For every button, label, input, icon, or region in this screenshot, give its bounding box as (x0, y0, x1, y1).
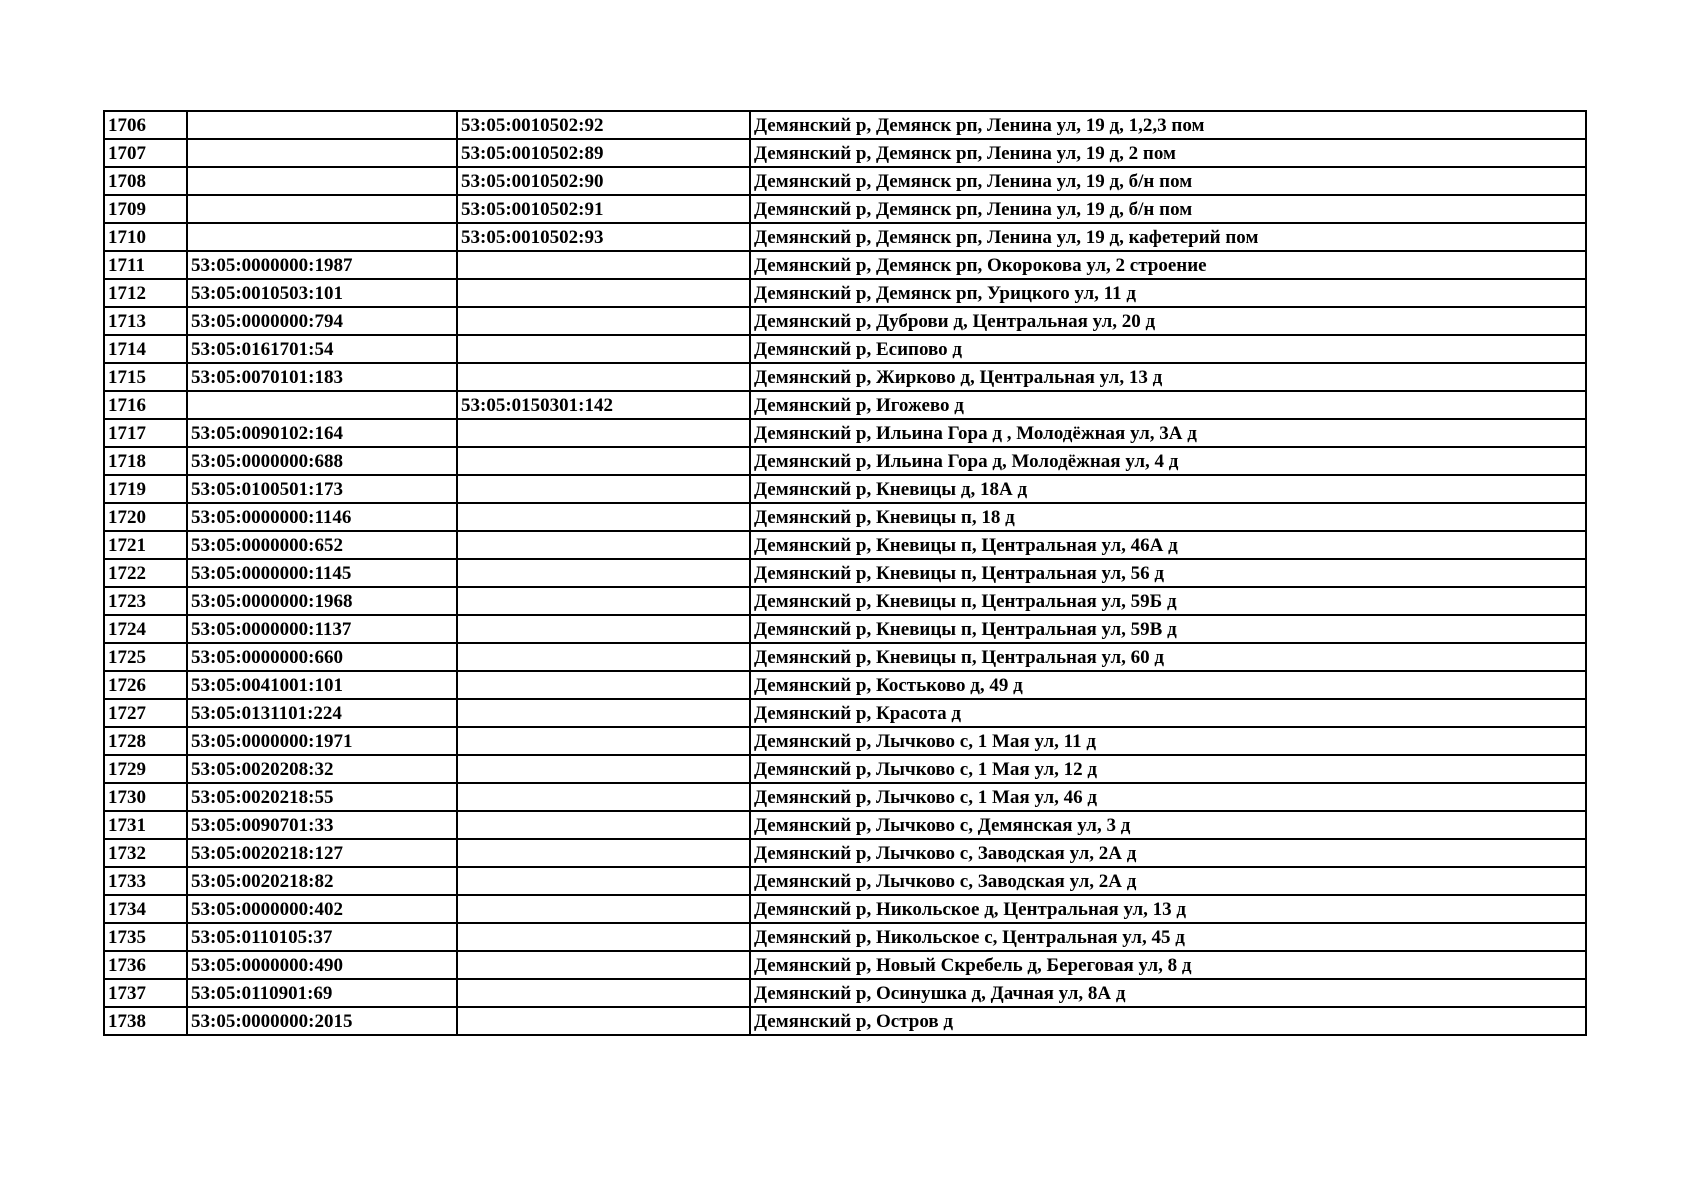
object-cadastral-number-cell (457, 1007, 750, 1035)
table-row (104, 615, 1586, 643)
table-row (104, 223, 1586, 251)
object-cadastral-number-cell (457, 615, 750, 643)
table-row (104, 419, 1586, 447)
land-cadastral-number-cell: 53:05:0000000:1987 (187, 251, 457, 279)
address-cell: Демянский р, Лычково с, 1 Мая ул, 11 д (750, 727, 1586, 755)
object-cadastral-number-cell (457, 363, 750, 391)
row-number-cell: 1730 (104, 783, 187, 811)
object-cadastral-number-cell (457, 503, 750, 531)
address-cell: Демянский р, Новый Скребель д, Береговая ул, 8 д (750, 951, 1586, 979)
land-cadastral-number-cell: 53:05:0000000:1971 (187, 727, 457, 755)
land-cadastral-number-cell: 53:05:0020218:127 (187, 839, 457, 867)
row-number-cell: 1706 (104, 111, 187, 139)
table-row (104, 391, 1586, 419)
row-number-cell: 1726 (104, 671, 187, 699)
land-cadastral-number-cell: 53:05:0041001:101 (187, 671, 457, 699)
object-cadastral-number-cell (457, 251, 750, 279)
row-number-cell: 1734 (104, 895, 187, 923)
land-cadastral-number-cell: 53:05:0090701:33 (187, 811, 457, 839)
land-cadastral-number-cell (187, 167, 457, 195)
object-cadastral-number-cell (457, 867, 750, 895)
address-cell: Демянский р, Демянск рп, Ленина ул, 19 д, б/н пом (750, 167, 1586, 195)
object-cadastral-number-cell (457, 447, 750, 475)
address-cell: Демянский р, Никольское д, Центральная ул, 13 д (750, 895, 1586, 923)
row-number-cell: 1707 (104, 139, 187, 167)
table-row (104, 503, 1586, 531)
land-cadastral-number-cell (187, 195, 457, 223)
land-cadastral-number-cell: 53:05:0090102:164 (187, 419, 457, 447)
address-cell: Демянский р, Лычково с, Заводская ул, 2А д (750, 867, 1586, 895)
object-cadastral-number-cell: 53:05:0010502:92 (457, 111, 750, 139)
land-cadastral-number-cell: 53:05:0000000:1146 (187, 503, 457, 531)
table-row (104, 307, 1586, 335)
table-row (104, 671, 1586, 699)
object-cadastral-number-cell (457, 643, 750, 671)
row-number-cell: 1714 (104, 335, 187, 363)
row-number-cell: 1715 (104, 363, 187, 391)
row-number-cell: 1713 (104, 307, 187, 335)
object-cadastral-number-cell (457, 811, 750, 839)
row-number-cell: 1723 (104, 587, 187, 615)
land-cadastral-number-cell (187, 223, 457, 251)
table-row (104, 811, 1586, 839)
table-row (104, 951, 1586, 979)
address-cell: Демянский р, Кневицы п, Центральная ул, 59Б д (750, 587, 1586, 615)
object-cadastral-number-cell (457, 895, 750, 923)
row-number-cell: 1717 (104, 419, 187, 447)
address-cell: Демянский р, Лычково с, Заводская ул, 2А д (750, 839, 1586, 867)
table-row (104, 979, 1586, 1007)
object-cadastral-number-cell (457, 559, 750, 587)
land-cadastral-number-cell: 53:05:0000000:688 (187, 447, 457, 475)
object-cadastral-number-cell: 53:05:0150301:142 (457, 391, 750, 419)
row-number-cell: 1722 (104, 559, 187, 587)
land-cadastral-number-cell: 53:05:0131101:224 (187, 699, 457, 727)
table-row (104, 727, 1586, 755)
land-cadastral-number-cell: 53:05:0000000:1968 (187, 587, 457, 615)
land-cadastral-number-cell (187, 391, 457, 419)
table-row (104, 783, 1586, 811)
land-cadastral-number-cell: 53:05:0010503:101 (187, 279, 457, 307)
land-cadastral-number-cell: 53:05:0000000:652 (187, 531, 457, 559)
table-row (104, 531, 1586, 559)
object-cadastral-number-cell (457, 923, 750, 951)
row-number-cell: 1736 (104, 951, 187, 979)
object-cadastral-number-cell (457, 783, 750, 811)
row-number-cell: 1727 (104, 699, 187, 727)
address-cell: Демянский р, Костьково д, 49 д (750, 671, 1586, 699)
row-number-cell: 1729 (104, 755, 187, 783)
object-cadastral-number-cell: 53:05:0010502:89 (457, 139, 750, 167)
address-cell: Демянский р, Демянск рп, Ленина ул, 19 д, 2 пом (750, 139, 1586, 167)
address-cell: Демянский р, Осинушка д, Дачная ул, 8А д (750, 979, 1586, 1007)
address-cell: Демянский р, Лычково с, 1 Мая ул, 12 д (750, 755, 1586, 783)
object-cadastral-number-cell (457, 951, 750, 979)
table-row (104, 867, 1586, 895)
row-number-cell: 1728 (104, 727, 187, 755)
row-number-cell: 1733 (104, 867, 187, 895)
object-cadastral-number-cell (457, 727, 750, 755)
object-cadastral-number-cell: 53:05:0010502:91 (457, 195, 750, 223)
address-cell: Демянский р, Демянск рп, Ленина ул, 19 д, кафетерий пом (750, 223, 1586, 251)
address-cell: Демянский р, Кневицы п, Центральная ул, 59В д (750, 615, 1586, 643)
table-row (104, 195, 1586, 223)
table-row (104, 559, 1586, 587)
land-cadastral-number-cell: 53:05:0020218:82 (187, 867, 457, 895)
table-row (104, 167, 1586, 195)
row-number-cell: 1709 (104, 195, 187, 223)
object-cadastral-number-cell (457, 839, 750, 867)
address-cell: Демянский р, Дуброви д, Центральная ул, 20 д (750, 307, 1586, 335)
land-cadastral-number-cell: 53:05:0020218:55 (187, 783, 457, 811)
row-number-cell: 1732 (104, 839, 187, 867)
table-row (104, 475, 1586, 503)
land-cadastral-number-cell (187, 111, 457, 139)
table-row (104, 755, 1586, 783)
row-number-cell: 1720 (104, 503, 187, 531)
address-cell: Демянский р, Демянск рп, Ленина ул, 19 д, б/н пом (750, 195, 1586, 223)
row-number-cell: 1725 (104, 643, 187, 671)
land-cadastral-number-cell: 53:05:0000000:490 (187, 951, 457, 979)
land-cadastral-number-cell: 53:05:0000000:402 (187, 895, 457, 923)
land-cadastral-number-cell (187, 139, 457, 167)
address-cell: Демянский р, Демянск рп, Ленина ул, 19 д, 1,2,3 пом (750, 111, 1586, 139)
land-cadastral-number-cell: 53:05:0000000:1145 (187, 559, 457, 587)
table-row (104, 447, 1586, 475)
row-number-cell: 1708 (104, 167, 187, 195)
object-cadastral-number-cell (457, 475, 750, 503)
table-row (104, 1007, 1586, 1035)
object-cadastral-number-cell (457, 699, 750, 727)
object-cadastral-number-cell: 53:05:0010502:93 (457, 223, 750, 251)
object-cadastral-number-cell (457, 587, 750, 615)
table-row (104, 251, 1586, 279)
land-cadastral-number-cell: 53:05:0110105:37 (187, 923, 457, 951)
address-cell: Демянский р, Кневицы д, 18А д (750, 475, 1586, 503)
land-cadastral-number-cell: 53:05:0000000:2015 (187, 1007, 457, 1035)
table-row (104, 335, 1586, 363)
table-row (104, 895, 1586, 923)
row-number-cell: 1711 (104, 251, 187, 279)
table-row (104, 111, 1586, 139)
object-cadastral-number-cell (457, 531, 750, 559)
table-row (104, 643, 1586, 671)
land-cadastral-number-cell: 53:05:0000000:660 (187, 643, 457, 671)
table-row (104, 279, 1586, 307)
row-number-cell: 1716 (104, 391, 187, 419)
object-cadastral-number-cell (457, 671, 750, 699)
address-cell: Демянский р, Ильина Гора д , Молодёжная ул, 3А д (750, 419, 1586, 447)
land-cadastral-number-cell: 53:05:0070101:183 (187, 363, 457, 391)
land-cadastral-number-cell: 53:05:0110901:69 (187, 979, 457, 1007)
table-row (104, 839, 1586, 867)
table-row (104, 923, 1586, 951)
row-number-cell: 1731 (104, 811, 187, 839)
object-cadastral-number-cell (457, 979, 750, 1007)
row-number-cell: 1718 (104, 447, 187, 475)
address-cell: Демянский р, Красота д (750, 699, 1586, 727)
address-cell: Демянский р, Кневицы п, 18 д (750, 503, 1586, 531)
table-row (104, 363, 1586, 391)
land-cadastral-number-cell: 53:05:0161701:54 (187, 335, 457, 363)
registry-table-body (104, 111, 1586, 1035)
object-cadastral-number-cell (457, 279, 750, 307)
address-cell: Демянский р, Кневицы п, Центральная ул, 56 д (750, 559, 1586, 587)
address-cell: Демянский р, Остров д (750, 1007, 1586, 1035)
land-cadastral-number-cell: 53:05:0000000:1137 (187, 615, 457, 643)
address-cell: Демянский р, Кневицы п, Центральная ул, 46А д (750, 531, 1586, 559)
table-row (104, 139, 1586, 167)
row-number-cell: 1710 (104, 223, 187, 251)
registry-table (103, 110, 1587, 1036)
object-cadastral-number-cell: 53:05:0010502:90 (457, 167, 750, 195)
address-cell: Демянский р, Есипово д (750, 335, 1586, 363)
address-cell: Демянский р, Демянск рп, Урицкого ул, 11 д (750, 279, 1586, 307)
table-row (104, 587, 1586, 615)
row-number-cell: 1724 (104, 615, 187, 643)
object-cadastral-number-cell (457, 307, 750, 335)
address-cell: Демянский р, Жирково д, Центральная ул, 13 д (750, 363, 1586, 391)
address-cell: Демянский р, Лычково с, 1 Мая ул, 46 д (750, 783, 1586, 811)
row-number-cell: 1738 (104, 1007, 187, 1035)
land-cadastral-number-cell: 53:05:0100501:173 (187, 475, 457, 503)
address-cell: Демянский р, Ильина Гора д, Молодёжная ул, 4 д (750, 447, 1586, 475)
address-cell: Демянский р, Лычково с, Демянская ул, 3 д (750, 811, 1586, 839)
table-row (104, 699, 1586, 727)
row-number-cell: 1721 (104, 531, 187, 559)
row-number-cell: 1719 (104, 475, 187, 503)
address-cell: Демянский р, Кневицы п, Центральная ул, 60 д (750, 643, 1586, 671)
land-cadastral-number-cell: 53:05:0020208:32 (187, 755, 457, 783)
object-cadastral-number-cell (457, 335, 750, 363)
address-cell: Демянский р, Демянск рп, Окорокова ул, 2 строение (750, 251, 1586, 279)
row-number-cell: 1712 (104, 279, 187, 307)
object-cadastral-number-cell (457, 755, 750, 783)
land-cadastral-number-cell: 53:05:0000000:794 (187, 307, 457, 335)
object-cadastral-number-cell (457, 419, 750, 447)
row-number-cell: 1735 (104, 923, 187, 951)
row-number-cell: 1737 (104, 979, 187, 1007)
address-cell: Демянский р, Игожево д (750, 391, 1586, 419)
address-cell: Демянский р, Никольское с, Центральная ул, 45 д (750, 923, 1586, 951)
